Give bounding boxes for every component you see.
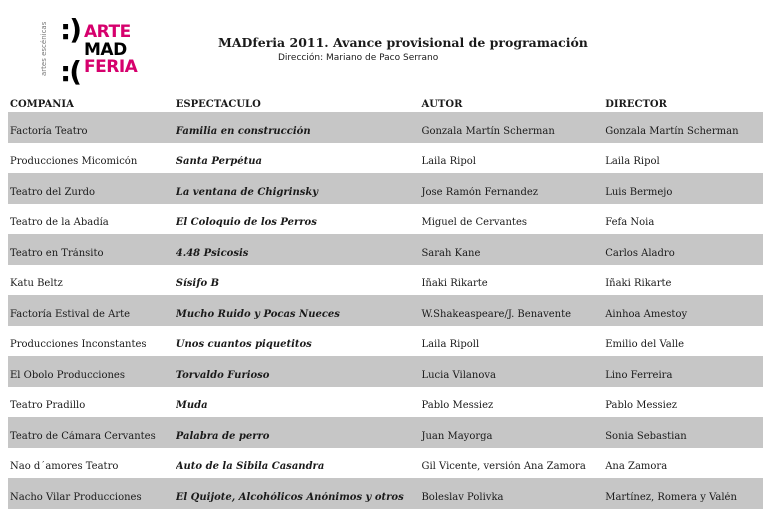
table-row (8, 265, 763, 296)
cell-company: El Óbolo Producciones (10, 369, 125, 381)
cell-author: W.Shakeaspeare/J. Benavente (421, 308, 572, 320)
cell-company: Teatro del Zurdo (10, 186, 96, 198)
cell-director: Gonzala Martín Scherman (605, 125, 739, 137)
cell-director: Laila Ripol (605, 156, 660, 168)
cell-company: Factoría Teatro (10, 125, 88, 137)
madferia-logo (38, 14, 148, 94)
table-row (8, 448, 763, 479)
cell-author: Laila Ripol (421, 156, 476, 168)
cell-author: Pablo Messiez (421, 400, 494, 412)
table-body (8, 112, 763, 509)
table-row (8, 387, 763, 418)
cell-company: Teatro de Cámara Cervantes (10, 430, 156, 442)
cell-show: Familia en construcción (175, 125, 311, 137)
cell-show: Sísifo B (175, 278, 220, 290)
cell-show: El Quijote, Alcohólicos Anónimos y otros (175, 491, 404, 503)
cell-author: Boleslav Polivka (421, 491, 504, 503)
cell-show: El Coloquio de los Perros (175, 217, 317, 229)
cell-show: Muda (175, 400, 208, 412)
header-company: COMPAÑÍA (10, 98, 74, 110)
cell-director: Iñaki Rikarte (605, 278, 672, 290)
cell-company: Teatro Pradillo (10, 400, 86, 412)
header-show: ESPECTÁCULO (175, 98, 261, 110)
cell-company: Teatro de la Abadía (10, 217, 109, 229)
programme-table (8, 96, 763, 509)
cell-director: Luis Bermejo (605, 186, 673, 198)
cell-director: Fefa Noia (605, 217, 655, 229)
cell-author: Lucia Vilanova (421, 369, 496, 381)
logo-word-arte: ARTE (84, 22, 131, 42)
cell-show: Santa Perpétua (175, 156, 262, 168)
cell-company: Nacho Vilar Producciones (10, 491, 142, 503)
cell-director: Martínez, Romera y Valén (605, 491, 737, 503)
cell-director: Ana Zamora (605, 461, 668, 473)
logo-word-mad: MAD (84, 40, 127, 60)
header-director: DIRECTOR (605, 98, 667, 110)
table-row (8, 417, 763, 448)
page-title: MADferia 2011. Avance provisional de programación (218, 35, 588, 50)
cell-company: Producciones Inconstantes (10, 339, 147, 351)
table-row (8, 326, 763, 357)
logo-smile-bottom: :( (60, 55, 80, 88)
cell-company: Katu Beltz (10, 278, 63, 290)
table-row (8, 143, 763, 174)
cell-author: Laila Ripoll (421, 339, 480, 351)
table-row (8, 295, 763, 326)
table-row (8, 173, 763, 204)
cell-company: Producciones Micomicón (10, 156, 138, 168)
cell-director: Pablo Messiez (605, 400, 678, 412)
cell-director: Ainhoa Amestoy (605, 308, 688, 320)
table-header (8, 96, 763, 112)
cell-author: Jose Ramón Fernandez (421, 186, 539, 198)
cell-company: Teatro en Tránsito (10, 247, 104, 259)
cell-director: Lino Ferreira (605, 369, 673, 381)
cell-show: Auto de la Sibila Casandra (175, 461, 325, 473)
cell-director: Emilio del Valle (605, 339, 685, 351)
cell-company: Nao d´amores Teatro (10, 461, 119, 473)
cell-director: Carlos Aladro (605, 247, 675, 259)
cell-author: Iñaki Rikarte (421, 278, 488, 290)
cell-author: Juan Mayorga (421, 430, 493, 442)
cell-show: Palabra de perro (175, 430, 270, 442)
cell-company: Factoría Estival de Arte (10, 308, 131, 320)
page-subtitle: Dirección: Mariano de Paco Serrano (278, 53, 439, 63)
logo-word-feria: FERIA (84, 57, 138, 77)
cell-show: 4.48 Psicosis (175, 247, 249, 259)
table-row (8, 234, 763, 265)
cell-director: Sonia Sebastian (605, 430, 687, 442)
logo-smile-top: :) (60, 13, 80, 46)
header-author: AUTOR (421, 98, 463, 110)
table-row (8, 112, 763, 143)
table-row (8, 204, 763, 235)
cell-author: Sarah Kane (421, 247, 481, 259)
table-row (8, 356, 763, 387)
cell-show: La ventana de Chigrinsky (175, 186, 319, 198)
cell-author: Gil Vicente, versión Ana Zamora (421, 461, 586, 473)
cell-show: Mucho Ruido y Pocas Nueces (175, 308, 340, 320)
cell-author: Miguel de Cervantes (421, 217, 527, 229)
cell-show: Torvaldo Furioso (175, 369, 270, 381)
cell-author: Gonzala Martín Scherman (421, 125, 555, 137)
logo-vertical-text: artes escénicas (40, 21, 48, 76)
cell-show: Unos cuantos piquetitos (175, 339, 312, 351)
table-row (8, 478, 763, 509)
